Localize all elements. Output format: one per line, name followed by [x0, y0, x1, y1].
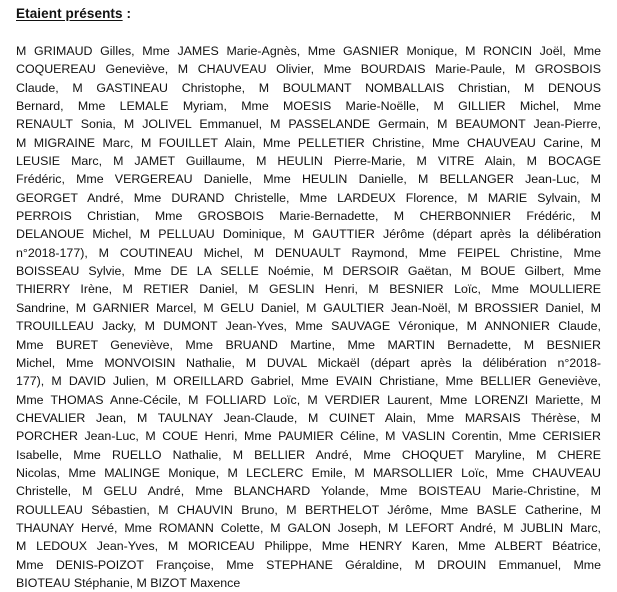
attendee-line: n°2018-177), M COUTINEAU Michel, M DENUAULT Raymond, Mme FEIPEL Christine, Mme: [16, 245, 601, 260]
attendee-line: PERROIS Christian, Mme GROSBOIS Marie-Bernadette, M CHERBONNIER Frédéric, M: [16, 209, 601, 224]
attendee-line: Bernard, Mme LEMALE Myriam, Mme MOESIS Marie-Noëlle, M GILLIER Michel, Mme: [16, 99, 601, 114]
attendee-line: Michel, Mme MONVOISIN Nathalie, M DUVAL Mickaël (départ après la délibération n°2018-: [16, 355, 601, 370]
attendee-line: COQUEREAU Geneviève, M CHAUVEAU Olivier, Mme BOURDAIS Marie-Paule, M GROSBOIS: [16, 62, 601, 77]
attendee-line: Mme THOMAS Anne-Cécile, M FOLLIARD Loïc, M VERDIER Laurent, Mme LORENZI Mariette, M: [16, 392, 601, 407]
attendee-line: Mme DENIS-POIZOT Françoise, Mme STEPHANE Géraldine, M DROUIN Emmanuel, Mme: [16, 557, 601, 572]
attendee-line: TROUILLEAU Jacky, M DUMONT Jean-Yves, Mme SAUVAGE Véronique, M ANNONIER Claude,: [16, 319, 601, 334]
attendee-line: Christelle, M GELU André, Mme BLANCHARD Yolande, Mme BOISTEAU Marie-Christine, M: [16, 484, 601, 499]
attendee-line: DELANOUE Michel, M PELLUAU Dominique, M GAUTTIER Jérôme (départ après la délibération: [16, 227, 601, 242]
attendee-line: PORCHER Jean-Luc, M COUE Henri, Mme PAUMIER Céline, M VASLIN Corentin, Mme CERISIER: [16, 429, 601, 444]
attendee-line: THIERRY Irène, M RETIER Daniel, M GESLIN Henri, M BESNIER Loïc, Mme MOULLIERE: [16, 282, 601, 297]
attendee-line: Claude, M GASTINEAU Christophe, M BOULMANT NOMBALLAIS Christian, M DENOUS: [16, 80, 601, 95]
attendee-line: Sandrine, M GARNIER Marcel, M GELU Daniel, M GAULTIER Jean-Noël, M BROSSIER Daniel, M: [16, 300, 601, 315]
attendee-line: Isabelle, Mme RUELLO Nathalie, M BELLIER André, Mme CHOQUET Maryline, M CHERE: [16, 447, 601, 462]
attendee-line: LEUSIE Marc, M JAMET Guillaume, M HEULIN Pierre-Marie, M VITRE Alain, M BOCAGE: [16, 154, 601, 169]
attendee-line: CHEVALIER Jean, M TAULNAY Jean-Claude, M CUINET Alain, Mme MARSAIS Thérèse, M: [16, 410, 601, 425]
attendee-line: M GRIMAUD Gilles, Mme JAMES Marie-Agnès, Mme GASNIER Monique, M RONCIN Joël, Mme: [16, 44, 601, 58]
attendee-line: BIOTEAU Stéphanie, M BIZOT Maxence: [16, 575, 241, 590]
attendee-line: Frédéric, Mme VERGEREAU Danielle, Mme HEULIN Danielle, M BELLANGER Jean-Luc, M: [16, 172, 601, 187]
attendee-line: BOISSEAU Sylvie, Mme DE LA SELLE Noémie, M DERSOIR Gaëtan, M BOUE Gilbert, Mme: [16, 264, 601, 279]
attendee-line: RENAULT Sonia, M JOLIVEL Emmanuel, M PASSELANDE Germain, M BEAUMONT Jean-Pierre,: [16, 117, 601, 132]
attendee-line: ROULLEAU Sébastien, M CHAUVIN Bruno, M BERTHELOT Jérôme, Mme BASLE Catherine, M: [16, 502, 601, 517]
attendee-line: Mme BURET Geneviève, Mme BRUAND Martine, Mme MARTIN Bernadette, M BESNIER: [16, 337, 601, 352]
attendee-line: Nicolas, Mme MALINGE Monique, M LECLERC Emile, M MARSOLLIER Loïc, Mme CHAUVEAU: [16, 465, 601, 480]
attendee-line: GEORGET André, Mme DURAND Christelle, Mme LARDEUX Florence, M MARIE Sylvain, M: [16, 190, 601, 205]
attendees-heading: [16, 6, 131, 21]
attendees-paragraph: [16, 42, 601, 592]
attendee-line: 177), M DAVID Julien, M OREILLARD Gabriel, Mme EVAIN Christiane, Mme BELLIER Geneviève,: [16, 374, 601, 389]
attendee-line: THAUNAY Hervé, Mme ROMANN Colette, M GALON Joseph, M LEFORT André, M JUBLIN Marc,: [16, 520, 601, 535]
attendees-heading-colon: :: [122, 6, 132, 21]
attendee-line: M LEDOUX Jean-Yves, M MORICEAU Philippe, Mme HENRY Karen, Mme ALBERT Béatrice,: [16, 539, 601, 554]
attendee-line: M MIGRAINE Marc, M FOUILLET Alain, Mme PELLETIER Christine, Mme CHAUVEAU Carine, M: [16, 135, 601, 150]
attendees-heading-label: Etaient présents: [16, 6, 123, 21]
